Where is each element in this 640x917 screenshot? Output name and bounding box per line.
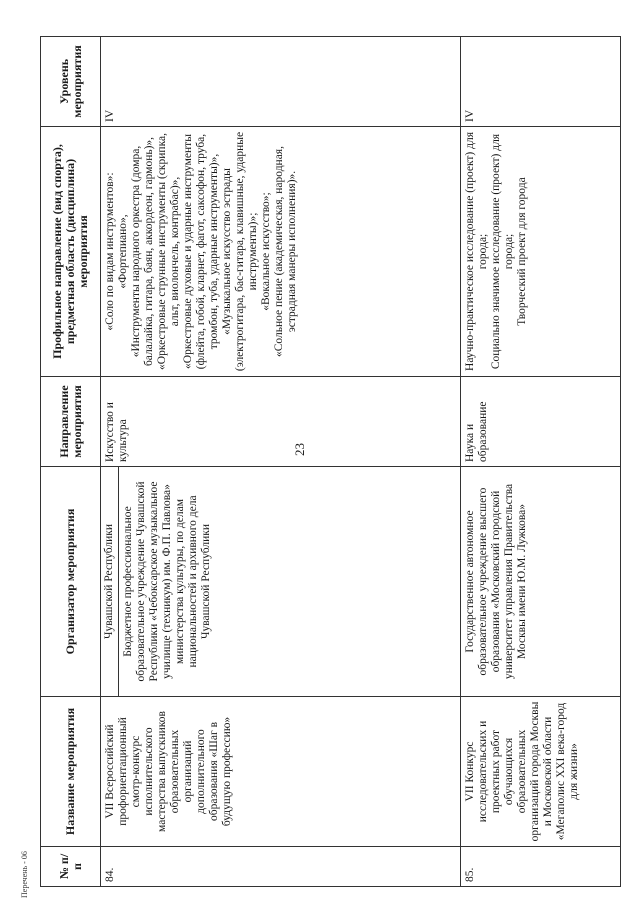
profile-line: Социально значимое исследование (проект) для города; xyxy=(490,133,515,370)
event-profile xyxy=(101,127,461,377)
profile-line: Научно-практическое исследование (проект) для города; xyxy=(464,132,489,371)
row-number: 84. xyxy=(101,847,461,887)
event-direction: Наука и образование xyxy=(461,377,621,467)
profile-line: «Соло по видам инструментов»: xyxy=(104,172,116,331)
header-organizer: Организатор мероприятия xyxy=(41,467,101,697)
header-level: Уровень мероприятия xyxy=(41,37,101,127)
header-row xyxy=(41,37,101,887)
header-num: № п/п xyxy=(41,847,101,887)
organizer-text: Бюджетное профессиональное образовательное учреждение Чувашской Республики «Чебоксарское музыкальное училище (техникум) им. Ф.П. Павлова» министерства культуры, по делам национальностей и архивного дела Чувашской Республики xyxy=(122,481,212,682)
footer-note: Перечень - 06 xyxy=(20,851,29,898)
event-name: VII Конкурс исследовательских и проектных работ обучающихся образовательных организаций города Москвы и Московской области «Мегаполис XXI века-город для жизни» xyxy=(461,697,621,847)
header-name: Название мероприятия xyxy=(41,697,101,847)
event-organizer xyxy=(101,467,461,697)
profile-line: «Фортепиано», xyxy=(117,214,129,289)
profile-line: «Вокальное искусство»; xyxy=(260,192,272,311)
table-row xyxy=(101,37,461,887)
header-direction: Направление мероприятия xyxy=(41,377,101,467)
events-table xyxy=(40,36,621,887)
profile-line: «Инструменты народного оркестра (домра, балалайка, гитара, баян, аккордеон, гармонь)», xyxy=(130,136,155,367)
row-number: 85. xyxy=(461,847,621,887)
event-name: VII Всероссийский профориентационный смотр-конкурс исполнительского мастерства выпускников образовательных организаций дополнительного образования «Шаг в будущую профессию» xyxy=(101,697,461,847)
organizer-prefix: Чувашской Республики xyxy=(101,467,119,696)
profile-line: «Музыкальное искусство эстрады (электрогитара, бас-гитара, клавишные, ударные инструменты)»; xyxy=(221,131,259,372)
profile-line: Творческий проект для города xyxy=(516,177,528,326)
event-level: IV xyxy=(101,37,461,127)
table-row xyxy=(461,37,621,887)
rotated-table-container xyxy=(40,37,620,887)
event-profile xyxy=(461,127,621,377)
header-profile: Профильное направление (вид спорта), предметная область (дисциплина) мероприятия xyxy=(41,127,101,377)
page-number: 23 xyxy=(292,443,307,456)
event-organizer: Государственное автономное образовательное учреждение высшего образования «Московский городской университет управления Правительства Москвы имени Ю.М. Лужкова» xyxy=(461,467,621,697)
event-direction: Искусство и культура xyxy=(101,377,461,467)
profile-line: «Сольное пение (академическая, народная, эстрадная манеры исполнения)». xyxy=(273,146,298,357)
event-level: IV xyxy=(461,37,621,127)
profile-line: «Оркестровые струнные инструменты (скрипка, альт, виолончель, контрабас)», xyxy=(156,133,181,370)
profile-line: «Оркестровые духовые и ударные инструменты (флейта, гобой, кларнет, фагот, саксофон, труба, тромбон, туба, ударные инструменты)», xyxy=(182,133,220,370)
